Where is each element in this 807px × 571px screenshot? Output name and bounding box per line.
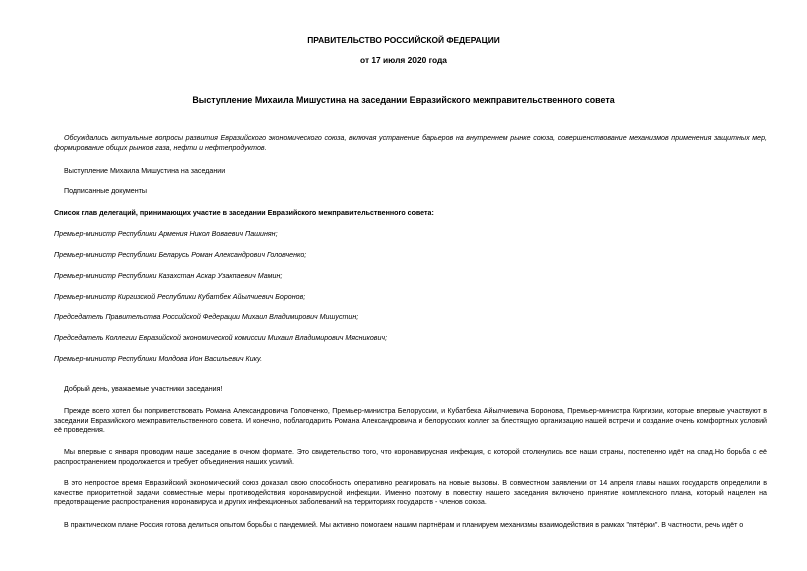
body-paragraph: В практическом плане Россия готова делиться опытом борьбы с пандемией. Мы активно помогаем нашим партнёрам и планируем механизмы взаимодействия в рамках "пятёрки". В частности, речь идёт о — [64, 521, 744, 529]
delegation-item: Премьер-министр Республики Казахстан Аскар Узакпаевич Мамин; — [54, 272, 283, 280]
delegation-item: Председатель Коллегии Евразийской экономической комиссии Михаил Владимирович Мясникович; — [54, 334, 388, 342]
document-title: Выступление Михаила Мишустина на заседании Евразийского межправительственного совета — [192, 95, 615, 105]
delegation-item: Председатель Правительства Российской Федерации Михаил Владимирович Мишустин; — [54, 313, 359, 321]
body-paragraph: Мы впервые с января проводим наше заседание в очном формате. Это свидетельство того, что коронавирусная инфекция, с которой столкнулись все наши страны, постепенно идёт на спад.Но борьба с её распространением продолжается и требует объединения наших усилий. — [54, 448, 767, 466]
document-date: от 17 июля 2020 года — [360, 55, 447, 65]
summary-paragraph: Обсуждались актуальные вопросы развития Евразийского экономического союза, включая устранение барьеров на внутреннем рынке союза, совершенствование механизмов применения защитных мер, формирование общих рынков газа, нефти и нефтепродуктов. — [54, 134, 767, 152]
delegation-item: Премьер-министр Республики Беларусь Роман Александрович Головченко; — [54, 251, 307, 259]
greeting-paragraph: Добрый день, уважаемые участники заседания! — [64, 385, 223, 393]
delegation-item: Премьер-министр Республики Молдова Ион Васильевич Кику. — [54, 355, 263, 363]
delegation-item: Премьер-министр Республики Армения Никол Воваевич Пашинян; — [54, 230, 278, 238]
documents-link[interactable]: Подписанные документы — [64, 187, 147, 195]
government-heading: ПРАВИТЕЛЬСТВО РОССИЙСКОЙ ФЕДЕРАЦИИ — [307, 35, 500, 45]
delegations-heading: Список глав делегаций, принимающих участие в заседании Евразийского межправительственного совета: — [54, 209, 434, 217]
body-paragraph: В это непростое время Евразийский экономический союз доказал свою способность оперативно реагировать на новые вызовы. В совместном заявлении от 14 апреля главы наших государств определили в качестве приоритетной задачи совместные меры противодействия коронавирусной инфекции. Именно поэтому в повестку нашего заседания включено принятие комплексного плана, который нацелен на предотвращение распространения коронавируса и других инфекционных заболеваний на территориях государств - членов союза. — [54, 479, 767, 507]
delegation-item: Премьер-министр Киргизской Республики Кубатбек Айылчиевич Боронов; — [54, 293, 306, 301]
body-paragraph: Прежде всего хотел бы поприветствовать Романа Александровича Головченко, Премьер-министра Белоруссии, и Кубатбека Айылчиевича Боронова, Премьер-министра Киргизии, которые впервые участвуют в заседании Евразийского межправительственного совета. И конечно, поблагодарить Романа Александровича и белорусских коллег за блестящую организацию нашей встречи и создание очень комфортных условий её проведения. — [54, 407, 767, 435]
speech-link[interactable]: Выступление Михаила Мишустина на заседании — [64, 167, 226, 175]
